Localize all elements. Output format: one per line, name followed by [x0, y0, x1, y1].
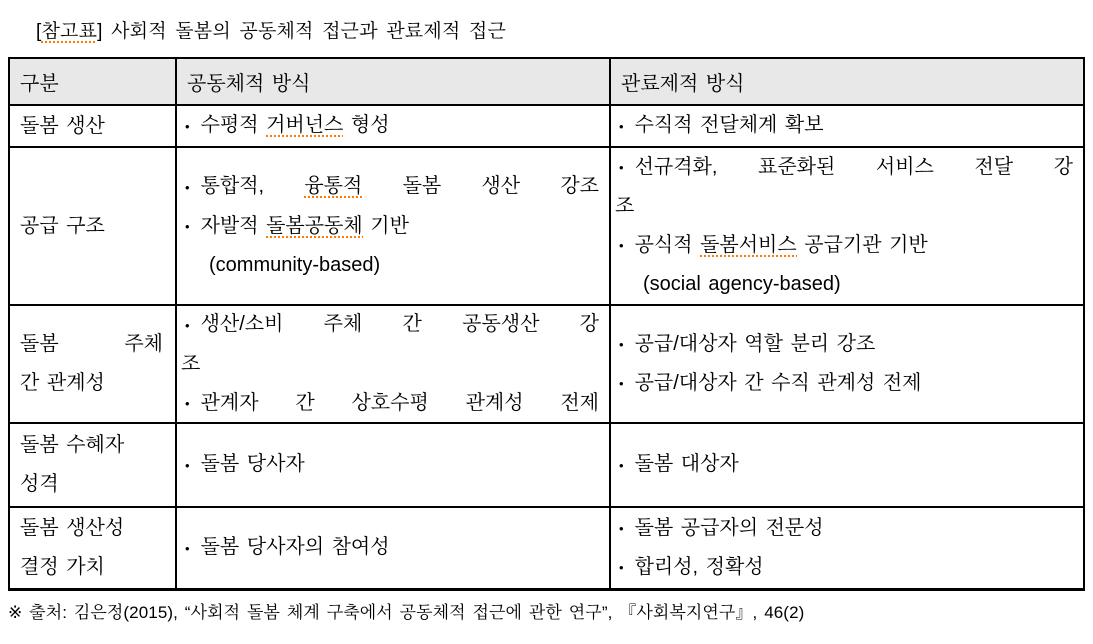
bullet-line — [611, 226, 1083, 265]
row-label: 돌봄 수혜자 — [20, 434, 125, 456]
document-page — [0, 16, 1093, 623]
row-3-community-cell — [177, 424, 611, 508]
cell-text: 공급기관 기반 — [796, 234, 928, 256]
cell-text: 돌봄 생산 강조 — [362, 175, 599, 198]
bullet-icon: • — [619, 376, 624, 392]
bullet-line — [177, 106, 609, 145]
bullet-line — [177, 207, 609, 246]
cell-text: 통합적, — [200, 175, 305, 198]
row-label: 성격 — [20, 473, 59, 495]
bullet-line — [177, 445, 609, 484]
document-title — [36, 16, 1093, 43]
cell-text: 돌봄 대상자 — [634, 453, 739, 476]
row-label: 돌봄 생산 — [20, 114, 105, 137]
source-footnote: ※ 출처: 김은정(2015), “사회적 돌봄 체계 구축에서 공동체적 접근에 관한 연구”, 『사회복지연구』, 46(2) — [8, 603, 805, 622]
cell-text: 공급/대상자 역할 분리 강조 — [634, 332, 876, 355]
row-label: 돌봄 주체 — [20, 333, 163, 355]
spellcheck-underline: 융통적 — [304, 175, 363, 198]
bullet-icon: • — [619, 560, 624, 576]
bullet-icon: • — [619, 118, 624, 134]
cell-text: 조 — [615, 195, 635, 217]
cell-text: 수직적 전달체계 확보 — [634, 114, 824, 137]
row-label: 공급 구조 — [20, 214, 105, 237]
row-0-community-cell — [177, 106, 611, 148]
row-label: 돌봄 생산성 — [20, 517, 125, 539]
row-4-community-cell — [177, 508, 611, 588]
title-text: ] 사회적 돌봄의 공동체적 접근과 관료제적 접근 — [97, 21, 507, 42]
bullet-line — [177, 528, 609, 567]
bullet-icon: • — [185, 218, 190, 234]
row-2-label-cell — [10, 306, 177, 424]
bullet-icon: • — [185, 540, 190, 556]
bullet-icon: • — [619, 160, 624, 175]
continuation-line — [611, 187, 1083, 226]
header-cell-category — [10, 59, 177, 106]
row-3-bureaucratic-cell — [611, 424, 1083, 508]
bullet-line — [611, 148, 1083, 187]
row-2-community-cell — [177, 306, 611, 424]
bullet-icon: • — [619, 457, 624, 473]
header-cell-community-approach — [177, 59, 611, 106]
row-1-bureaucratic-cell — [611, 148, 1083, 306]
row-2-bureaucratic-cell — [611, 306, 1083, 424]
cell-text: 공식적 — [634, 234, 701, 256]
bullet-line — [177, 167, 609, 206]
continuation-line — [177, 345, 609, 384]
header-label: 관료제적 방식 — [621, 73, 745, 95]
spellcheck-underline: 참고표 — [41, 21, 98, 42]
row-4-label-cell — [10, 508, 177, 588]
continuation-line — [177, 246, 609, 285]
spellcheck-underline: 거버넌스 — [266, 114, 344, 137]
bullet-icon: • — [185, 395, 190, 411]
bullet-line — [611, 509, 1083, 548]
row-3-label-cell — [10, 424, 177, 508]
cell-text: 자발적 — [200, 214, 267, 237]
cell-text: 돌봄 당사자의 참여성 — [200, 536, 390, 559]
continuation-line — [611, 265, 1083, 304]
bullet-icon: • — [619, 238, 624, 254]
header-label: 공동체적 방식 — [187, 73, 311, 95]
row-1-community-cell — [177, 148, 611, 306]
row-label: 간 관계성 — [20, 372, 105, 394]
cell-text: 형성 — [343, 114, 390, 137]
bullet-line — [611, 106, 1083, 145]
row-4-bureaucratic-cell — [611, 508, 1083, 588]
cell-text: 공급/대상자 간 수직 관계성 전제 — [634, 372, 922, 394]
bullet-line — [611, 364, 1083, 403]
row-0-bureaucratic-cell — [611, 106, 1083, 148]
cell-text: 관계자 간 상호수평 관계성 전제 — [200, 391, 599, 414]
cell-text: 합리성, 정확성 — [634, 556, 764, 578]
bullet-line — [177, 306, 609, 345]
bullet-line — [611, 325, 1083, 364]
bullet-icon: • — [185, 179, 190, 195]
row-1-label-cell — [10, 148, 177, 306]
bullet-line — [611, 548, 1083, 587]
bullet-icon: • — [619, 337, 624, 352]
cell-text: (community-based) — [209, 253, 381, 276]
bullet-icon: • — [185, 118, 190, 134]
header-label: 구분 — [20, 73, 59, 95]
title-text: [ — [36, 21, 42, 42]
cell-text: 조 — [181, 352, 201, 375]
bullet-line — [177, 384, 609, 423]
row-0-label-cell — [10, 106, 177, 148]
bullet-icon: • — [185, 457, 190, 473]
cell-text: 선규격화, 표준화된 서비스 전달 강 — [634, 155, 1073, 178]
cell-text: 수평적 — [200, 114, 267, 137]
cell-text: 생산/소비 주체 간 공동생산 강 — [200, 313, 599, 336]
cell-text: 돌봄 당사자 — [200, 453, 305, 476]
cell-text: (social agency-based) — [643, 273, 841, 296]
spellcheck-underline: 돌봄서비스 — [700, 234, 797, 256]
bullet-icon: • — [619, 521, 624, 536]
cell-text: 기반 — [362, 214, 409, 237]
comparison-table — [8, 57, 1085, 591]
row-label: 결정 가치 — [20, 556, 105, 578]
cell-text: 돌봄 공급자의 전문성 — [634, 516, 824, 539]
header-cell-bureaucratic-approach — [611, 59, 1083, 106]
spellcheck-underline: 돌봄공동체 — [266, 214, 363, 237]
bullet-line — [611, 445, 1083, 484]
bullet-icon: • — [185, 317, 190, 333]
